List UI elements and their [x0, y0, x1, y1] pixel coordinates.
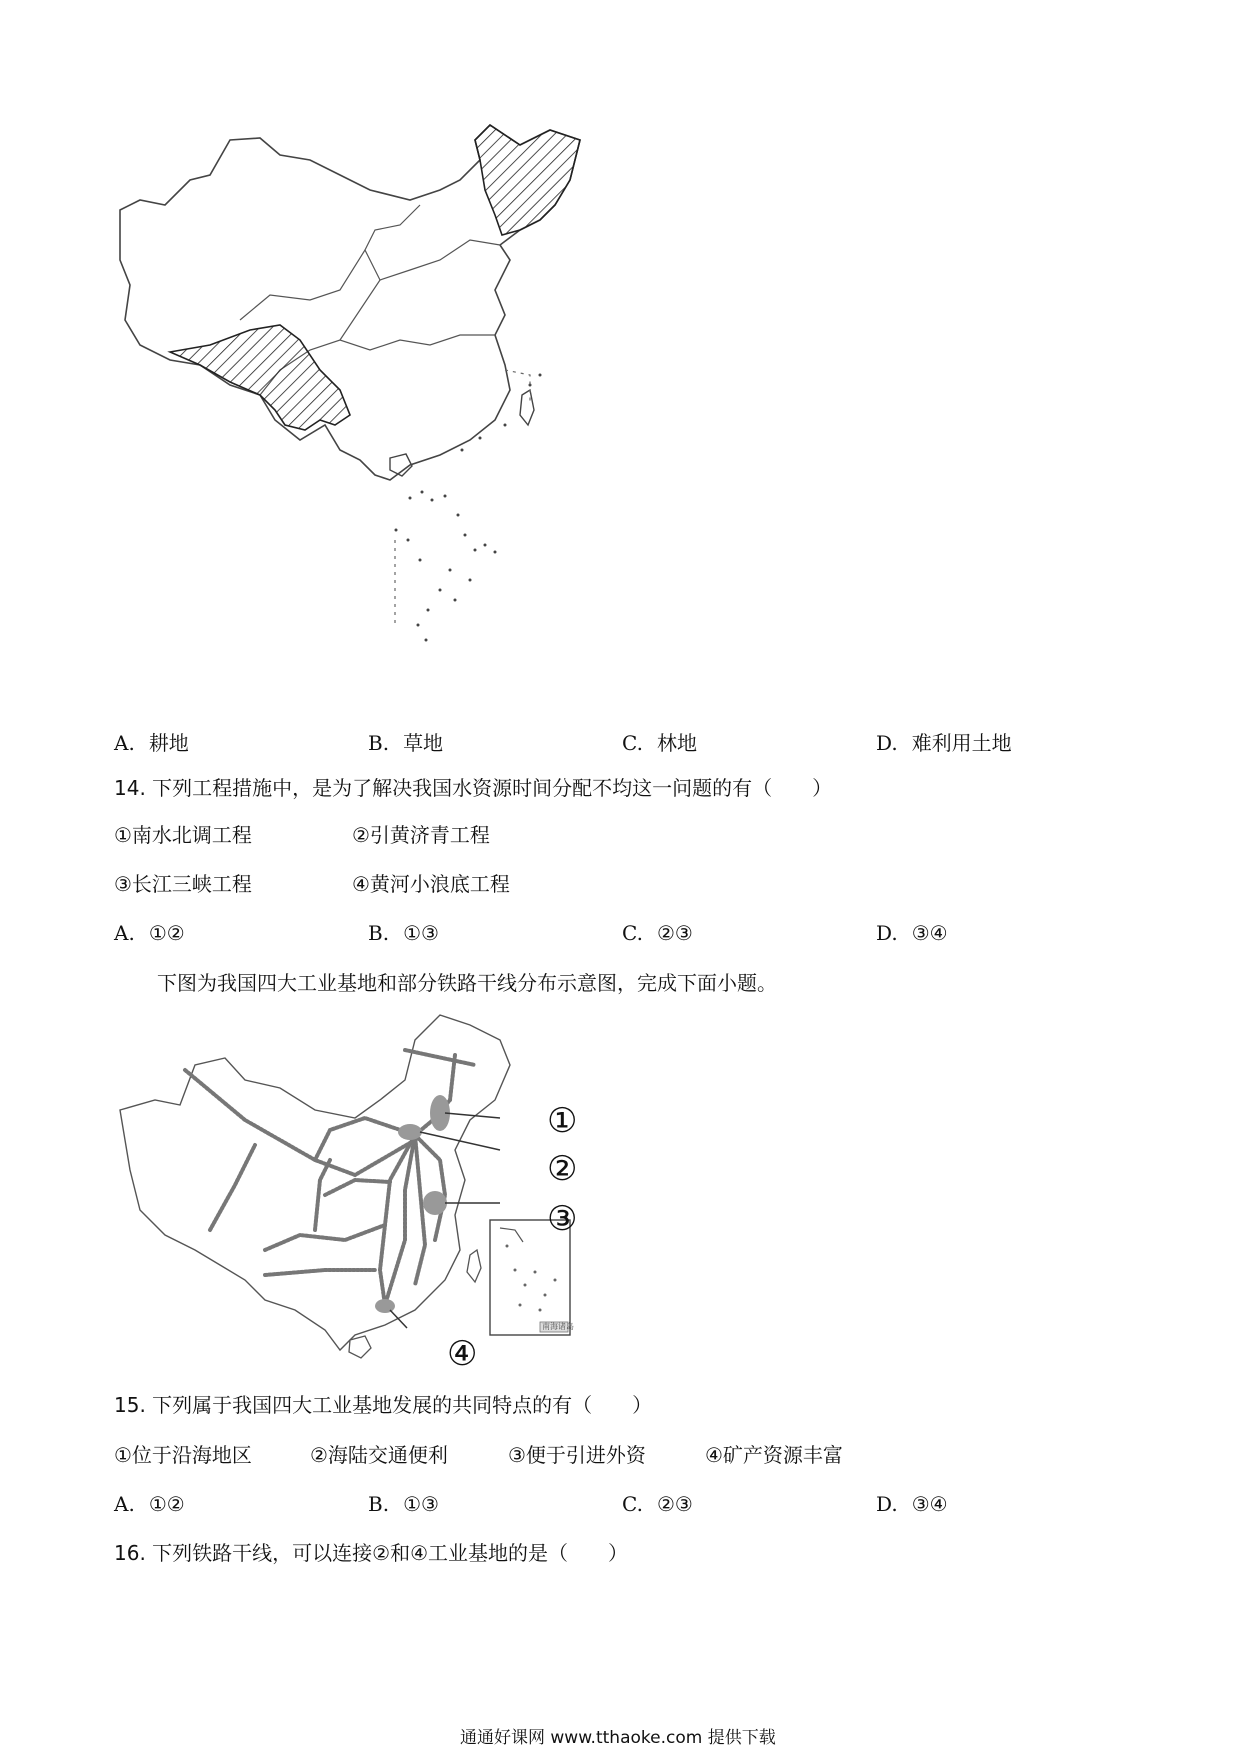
q15-item-4: ④矿产资源丰富 — [705, 1443, 843, 1467]
q13-option-c — [622, 730, 697, 756]
industrial-base-2 — [398, 1124, 422, 1140]
option-text: 林地 — [656, 731, 697, 755]
q15-option-b — [368, 1491, 439, 1517]
option-text: ①② — [148, 1492, 185, 1516]
option-letter: C. — [622, 921, 643, 945]
option-letter: B. — [368, 921, 390, 945]
hatched-region-southwest — [170, 325, 350, 430]
q13-option-a — [114, 730, 189, 756]
q15-item-2: ②海陆交通便利 — [310, 1443, 448, 1467]
option-text: ③④ — [911, 921, 948, 945]
option-text: 草地 — [403, 731, 444, 755]
option-text: ③④ — [911, 1492, 948, 1516]
q15-item-3: ③便于引进外资 — [508, 1443, 646, 1467]
hatched-region-northeast — [475, 125, 580, 235]
option-text: ①③ — [403, 1492, 439, 1516]
q14-stem: 14. 下列工程措施中，是为了解决我国水资源时间分配不均这一问题的有（ ） — [114, 776, 833, 800]
option-text: ②③ — [656, 1492, 693, 1516]
industrial-base-4 — [375, 1299, 395, 1313]
map-label-3: ③ — [547, 1199, 578, 1239]
taiwan-outline — [467, 1250, 481, 1282]
inset-caption: 南海诸岛 — [542, 1322, 574, 1331]
map-label-4: ④ — [447, 1334, 478, 1374]
q14-option-d — [876, 920, 948, 946]
q14-option-b — [368, 920, 439, 946]
q14-option-a — [114, 920, 185, 946]
q14-item-1: ①南水北调工程 — [114, 823, 252, 847]
industrial-base-3 — [423, 1191, 447, 1215]
option-letter: A. — [114, 1492, 135, 1516]
q14-item-2: ②引黄济青工程 — [352, 823, 490, 847]
option-letter: D. — [876, 921, 898, 945]
q15-option-c — [622, 1491, 693, 1517]
hainan-outline — [349, 1336, 371, 1358]
q13-option-d — [876, 730, 1012, 756]
option-letter: C. — [622, 1492, 643, 1516]
china-land-use-map — [110, 120, 630, 700]
option-letter: A. — [114, 731, 135, 755]
q14-item-3: ③长江三峡工程 — [114, 872, 252, 896]
option-letter: A. — [114, 921, 135, 945]
option-text: 难利用土地 — [911, 731, 1012, 755]
map-label-2: ② — [547, 1149, 578, 1189]
q16-stem: 16. 下列铁路干线，可以连接②和④工业基地的是（ ） — [114, 1541, 629, 1565]
q15-stem: 15. 下列属于我国四大工业基地发展的共同特点的有（ ） — [114, 1393, 653, 1417]
page-footer: 通通好课网 www.tthaoke.com 提供下载 — [460, 1728, 776, 1748]
railway-lines — [185, 1050, 475, 1305]
q14-item-4: ④黄河小浪底工程 — [352, 872, 510, 896]
option-letter: B. — [368, 1492, 390, 1516]
q15-option-d — [876, 1491, 948, 1517]
option-letter: B. — [368, 731, 390, 755]
option-letter: D. — [876, 731, 898, 755]
option-letter: C. — [622, 731, 643, 755]
q13-option-b — [368, 730, 443, 756]
option-text: ①② — [148, 921, 185, 945]
taiwan-outline — [520, 390, 534, 425]
q15-item-1: ①位于沿海地区 — [114, 1443, 252, 1467]
intro-text: 下图为我国四大工业基地和部分铁路干线分布示意图，完成下面小题。 — [157, 971, 777, 995]
q14-option-c — [622, 920, 693, 946]
option-text: ①③ — [403, 921, 439, 945]
map-label-1: ① — [547, 1101, 578, 1141]
option-text: ②③ — [656, 921, 693, 945]
option-text: 耕地 — [148, 731, 189, 755]
q15-option-a — [114, 1491, 185, 1517]
option-letter: D. — [876, 1492, 898, 1516]
china-outline — [120, 1015, 510, 1350]
